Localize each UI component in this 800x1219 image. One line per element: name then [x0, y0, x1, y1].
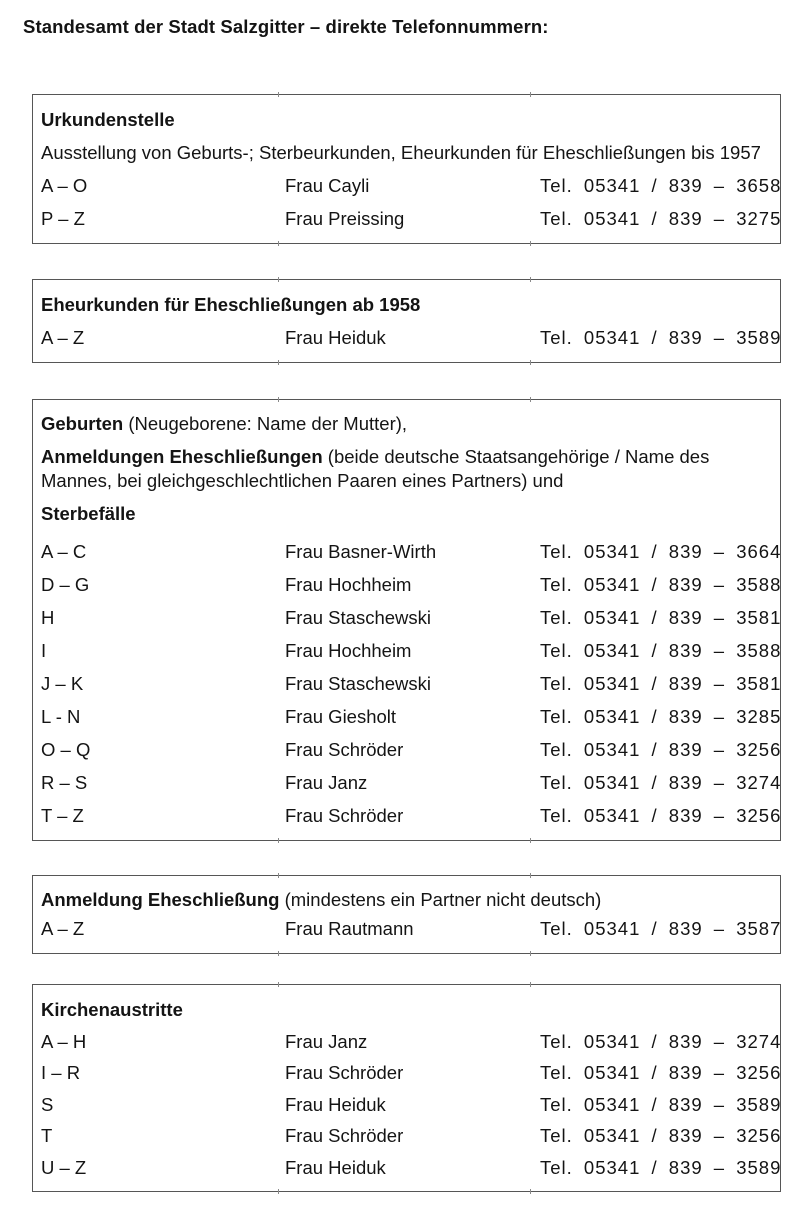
- row-name: Frau Janz: [285, 772, 368, 793]
- table-row: [41, 912, 782, 945]
- column-tick: [278, 92, 279, 97]
- phone-table: [41, 169, 782, 235]
- section-paragraph: [41, 502, 772, 526]
- row-range: A – H: [41, 1031, 87, 1052]
- column-tick: [530, 277, 531, 282]
- section-anmeldung-eheschliessung: [32, 875, 781, 954]
- page-title: Standesamt der Stadt Salzgitter – direkte Telefonnummern:: [23, 16, 549, 37]
- phone-table: [41, 1026, 782, 1183]
- row-range: J – K: [41, 673, 84, 694]
- column-tick: [530, 982, 531, 987]
- row-range: P – Z: [41, 208, 85, 229]
- row-phone: Tel. 05341 / 839 – 3589: [540, 1093, 782, 1115]
- row-range: A – O: [41, 175, 88, 196]
- paragraph-regular-text: (Neugeborene: Name der Mutter),: [123, 413, 408, 434]
- row-phone: Tel. 05341 / 839 – 3274: [540, 772, 782, 793]
- table-row: [41, 169, 782, 202]
- row-range: T – Z: [41, 805, 84, 826]
- row-name: Frau Schröder: [285, 1062, 404, 1084]
- row-range: U – Z: [41, 1156, 87, 1178]
- row-name: Frau Preissing: [285, 208, 405, 229]
- paragraph-bold-text: Geburten: [41, 413, 124, 434]
- column-tick: [530, 951, 531, 956]
- row-range: H: [41, 607, 55, 628]
- column-tick: [278, 277, 279, 282]
- row-phone: Tel. 05341 / 839 – 3581: [540, 607, 782, 628]
- row-phone: Tel. 05341 / 839 – 3256: [540, 805, 782, 826]
- row-phone: Tel. 05341 / 839 – 3285: [540, 706, 782, 727]
- section-geburten-sterbefaelle: [32, 399, 781, 841]
- row-phone: Tel. 05341 / 839 – 3581: [540, 673, 782, 694]
- row-name: Frau Schröder: [285, 1125, 404, 1147]
- table-row: [41, 568, 782, 601]
- table-row: [41, 1026, 782, 1057]
- paragraph-bold-text: Anmeldungen Eheschließungen: [41, 446, 323, 467]
- table-row: [41, 766, 782, 799]
- row-range: A – C: [41, 541, 87, 562]
- column-tick: [530, 397, 531, 402]
- column-tick: [530, 838, 531, 843]
- phone-table: [41, 535, 782, 832]
- row-name: Frau Janz: [285, 1031, 368, 1052]
- column-tick: [278, 951, 279, 956]
- row-phone: Tel. 05341 / 839 – 3256: [540, 1125, 782, 1147]
- row-name: Frau Giesholt: [285, 706, 397, 727]
- row-phone: Tel. 05341 / 839 – 3589: [540, 327, 782, 348]
- column-tick: [530, 360, 531, 365]
- paragraph-bold-text: Anmeldung Eheschließung: [41, 889, 280, 910]
- section-eheurkunden: [32, 279, 781, 363]
- column-tick: [278, 1189, 279, 1194]
- row-range: T: [41, 1125, 53, 1147]
- column-tick: [278, 397, 279, 402]
- row-range: A – Z: [41, 327, 85, 348]
- phone-table: [41, 321, 782, 354]
- row-range: R – S: [41, 772, 88, 793]
- column-tick: [278, 241, 279, 246]
- table-row: [41, 1152, 782, 1183]
- table-row: [41, 799, 782, 832]
- table-row: [41, 1057, 782, 1088]
- section-heading: Kirchenaustritte: [41, 999, 183, 1020]
- column-tick: [278, 873, 279, 878]
- paragraph-bold-text: Sterbefälle: [41, 503, 136, 524]
- section-heading: Eheurkunden für Eheschließungen ab 1958: [41, 294, 421, 315]
- row-range: A – Z: [41, 918, 85, 939]
- section-urkundenstelle: [32, 94, 781, 244]
- column-tick: [530, 241, 531, 246]
- phone-table: [41, 912, 782, 945]
- row-name: Frau Heiduk: [285, 1093, 386, 1115]
- section-heading: Urkundenstelle: [41, 109, 175, 130]
- section-paragraph: [41, 445, 772, 493]
- table-row: [41, 535, 782, 568]
- document-page: [0, 16, 800, 1219]
- row-range: D – G: [41, 574, 90, 595]
- row-name: Frau Staschewski: [285, 673, 431, 694]
- row-name: Frau Basner-Wirth: [285, 541, 437, 562]
- row-range: I – R: [41, 1062, 81, 1084]
- row-phone: Tel. 05341 / 839 – 3587: [540, 918, 782, 939]
- row-name: Frau Cayli: [285, 175, 370, 196]
- table-row: [41, 733, 782, 766]
- row-phone: Tel. 05341 / 839 – 3256: [540, 739, 782, 760]
- table-row: [41, 202, 782, 235]
- row-phone: Tel. 05341 / 839 – 3658: [540, 175, 782, 196]
- row-range: S: [41, 1093, 54, 1115]
- row-phone: Tel. 05341 / 839 – 3256: [540, 1062, 782, 1084]
- row-phone: Tel. 05341 / 839 – 3588: [540, 574, 782, 595]
- section-kirchenaustritte: [32, 984, 781, 1192]
- column-tick: [530, 92, 531, 97]
- row-phone: Tel. 05341 / 839 – 3589: [540, 1156, 782, 1178]
- paragraph-regular-text: (mindestens ein Partner nicht deutsch): [279, 889, 602, 910]
- row-name: Frau Hochheim: [285, 574, 412, 595]
- column-tick: [530, 1189, 531, 1194]
- row-phone: Tel. 05341 / 839 – 3664: [540, 541, 782, 562]
- column-tick: [530, 873, 531, 878]
- row-range: O – Q: [41, 739, 91, 760]
- row-name: Frau Hochheim: [285, 640, 412, 661]
- row-range: I: [41, 640, 47, 661]
- row-name: Frau Schröder: [285, 805, 404, 826]
- row-phone: Tel. 05341 / 839 – 3588: [540, 640, 782, 661]
- row-name: Frau Rautmann: [285, 918, 414, 939]
- row-name: Frau Staschewski: [285, 607, 431, 628]
- row-phone: Tel. 05341 / 839 – 3274: [540, 1031, 782, 1052]
- row-phone: Tel. 05341 / 839 – 3275: [540, 208, 782, 229]
- section-description: Ausstellung von Geburts-; Sterbeurkunden, Eheurkunden für Eheschließungen bis 1957: [41, 142, 761, 163]
- paragraph-regular-text: (beide deutsche Staatsangehörige / Name des Mannes, bei gleichgeschlechtlichen Paaren eines Partners) und: [41, 446, 710, 491]
- table-row: [41, 667, 782, 700]
- row-name: Frau Schröder: [285, 739, 404, 760]
- row-name: Frau Heiduk: [285, 327, 386, 348]
- column-tick: [278, 360, 279, 365]
- row-name: Frau Heiduk: [285, 1156, 386, 1178]
- table-row: [41, 601, 782, 634]
- table-row: [41, 1120, 782, 1151]
- column-tick: [278, 982, 279, 987]
- section-paragraph: [41, 888, 772, 912]
- table-row: [41, 700, 782, 733]
- row-range: L - N: [41, 706, 81, 727]
- section-paragraph: [41, 412, 772, 436]
- column-tick: [278, 838, 279, 843]
- table-row: [41, 634, 782, 667]
- table-row: [41, 321, 782, 354]
- table-row: [41, 1089, 782, 1120]
